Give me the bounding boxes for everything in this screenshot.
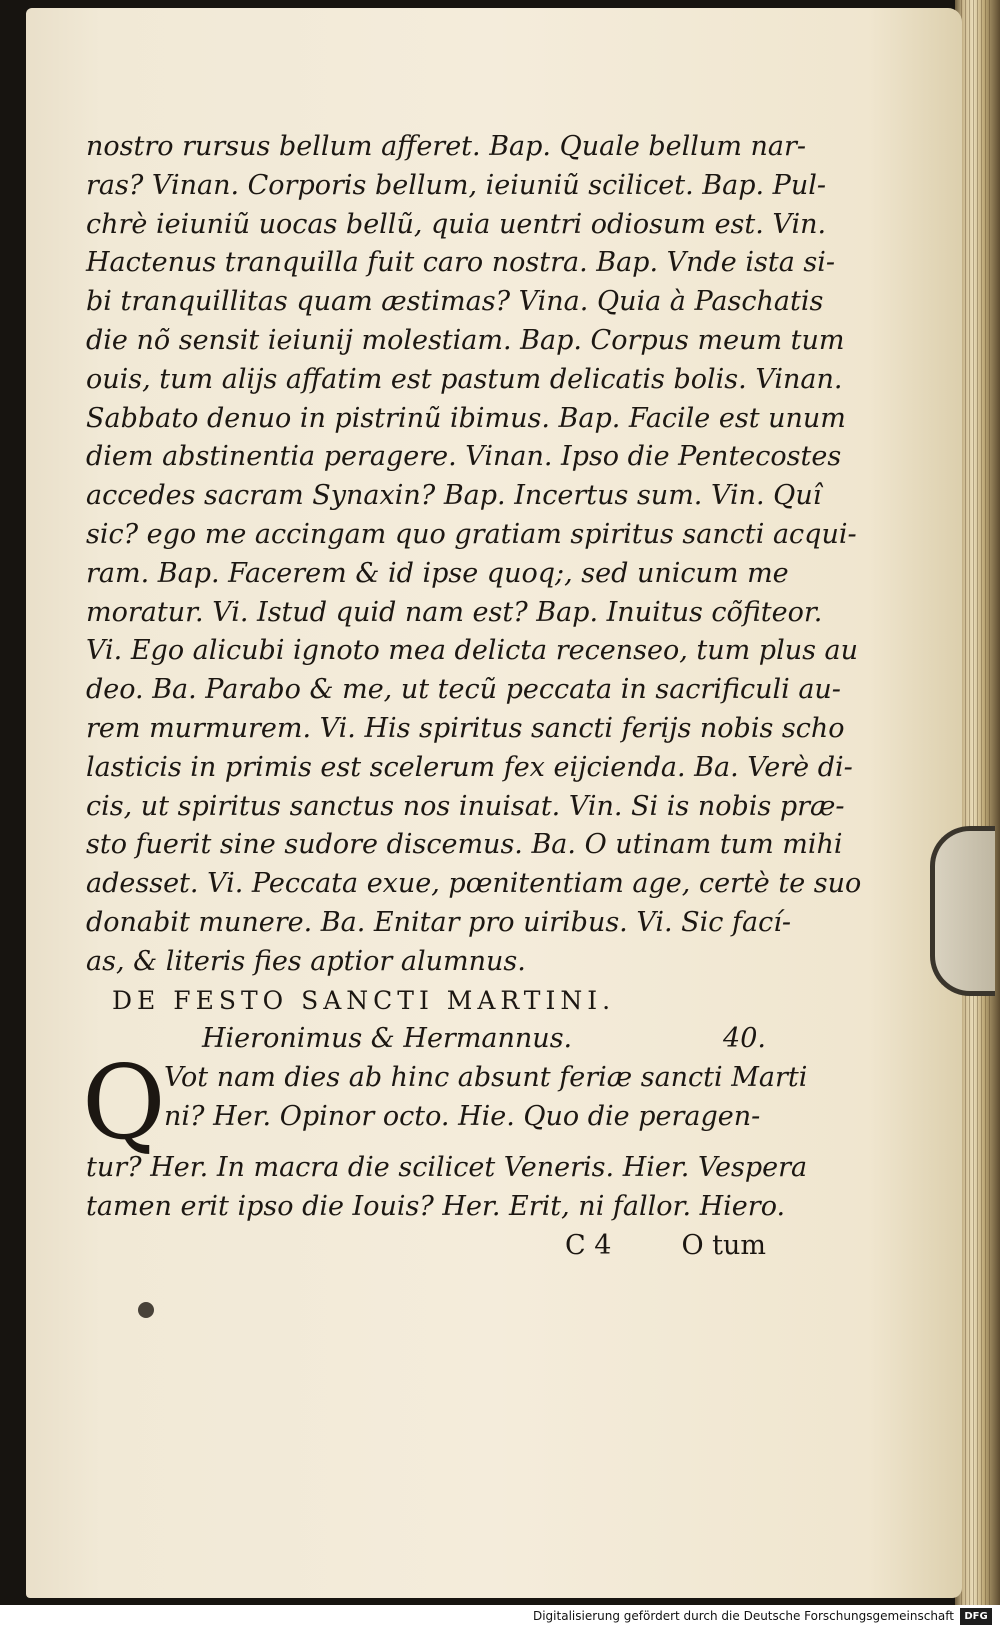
- text-line: Hactenus tranquilla fuit caro nostra. Bap. Vnde ista si-: [86, 247, 835, 279]
- text-line: ni? Her. Opinor octo. Hie. Quo die peragen-: [164, 1100, 761, 1132]
- speakers-line: Hieronimus & Hermannus.: [202, 1023, 573, 1055]
- text-line: ram. Bap. Facerem & id ipse quoq;, sed unicum me: [86, 557, 789, 589]
- section-number: 40.: [723, 1023, 766, 1055]
- text-line: sic? ego me accingam quo gratiam spiritus sancti acqui-: [86, 518, 857, 550]
- text-line: tur? Her. In macra die scilicet Veneris. Hier. Vespera: [86, 1152, 808, 1184]
- text-line: adesset. Vi. Peccata exue, pœnitentiam age, certè te suo: [86, 868, 862, 900]
- signature-mark: C 4: [565, 1229, 612, 1261]
- ink-spot: [138, 1302, 154, 1318]
- footer-credit: Digitalisierung gefördert durch die Deutsche Forschungsgemeinschaft: [532, 1609, 954, 1623]
- catchword: O tum: [681, 1229, 766, 1261]
- page-text: [82, 128, 862, 1271]
- text-line: diem abstinentia peragere. Vinan. Ipso die Pentecostes: [86, 441, 842, 473]
- text-line: deo. Ba. Parabo & me, ut tecũ peccata in sacrificuli au-: [86, 674, 841, 706]
- text-line: nostro rursus bellum afferet. Bap. Quale bellum nar-: [86, 131, 807, 162]
- page-clip: [930, 826, 995, 996]
- section-subheading-row: [86, 1020, 766, 1059]
- text-line: cis, ut spiritus sanctus nos inuisat. Vin. Si is nobis præ-: [86, 790, 845, 822]
- text-line: Sabbato denuo in pistrinũ ibimus. Bap. Facile est unum: [86, 402, 846, 434]
- text-line: ouis, tum alijs affatim est pastum delicatis bolis. Vinan.: [86, 363, 843, 395]
- text-line: chrè ieiuniũ uocas bellũ, quia uentri odiosum est. Vin.: [86, 208, 827, 240]
- section-heading: DE FESTO SANCTI MARTINI.: [112, 985, 616, 1015]
- dfg-logo: DFG: [960, 1608, 992, 1625]
- text-line: donabit munere. Ba. Enitar pro uiribus. Vi. Sic fací-: [86, 906, 791, 938]
- footer-bar: [0, 1605, 1000, 1629]
- text-line: ras? Vinan. Corporis bellum, ieiuniũ scilicet. Bap. Pul-: [86, 169, 826, 201]
- drop-cap: Q: [82, 1044, 166, 1164]
- text-line: bi tranquillitas quam æstimas? Vina. Quia à Paschatis: [86, 286, 824, 318]
- text-line: sto fuerit sine sudore discemus. Ba. O utinam tum mihi: [86, 829, 843, 861]
- text-line: Vot nam dies ab hinc absunt feriæ sancti Marti: [164, 1062, 808, 1094]
- text-line: Vi. Ego alicubi ignoto mea delicta recenseo, tum plus au: [86, 635, 859, 667]
- text-line: rem murmurem. Vi. His spiritus sancti ferijs nobis scho: [86, 712, 845, 744]
- text-line: moratur. Vi. Istud quid nam est? Bap. Inuitus cõfiteor.: [86, 596, 823, 628]
- text-line: tamen erit ipso die Iouis? Her. Erit, ni fallor. Hiero.: [86, 1190, 786, 1222]
- text-line: lasticis in primis est scelerum fex eijcienda. Ba. Verè di-: [86, 751, 853, 783]
- text-line: as, & literis fies aptior alumnus.: [86, 945, 526, 977]
- page-signature-row: [86, 1227, 766, 1271]
- text-line: die nõ sensit ieiunij molestiam. Bap. Corpus meum tum: [86, 324, 845, 356]
- text-line: accedes sacram Synaxin? Bap. Incertus sum. Vin. Quî: [86, 480, 822, 512]
